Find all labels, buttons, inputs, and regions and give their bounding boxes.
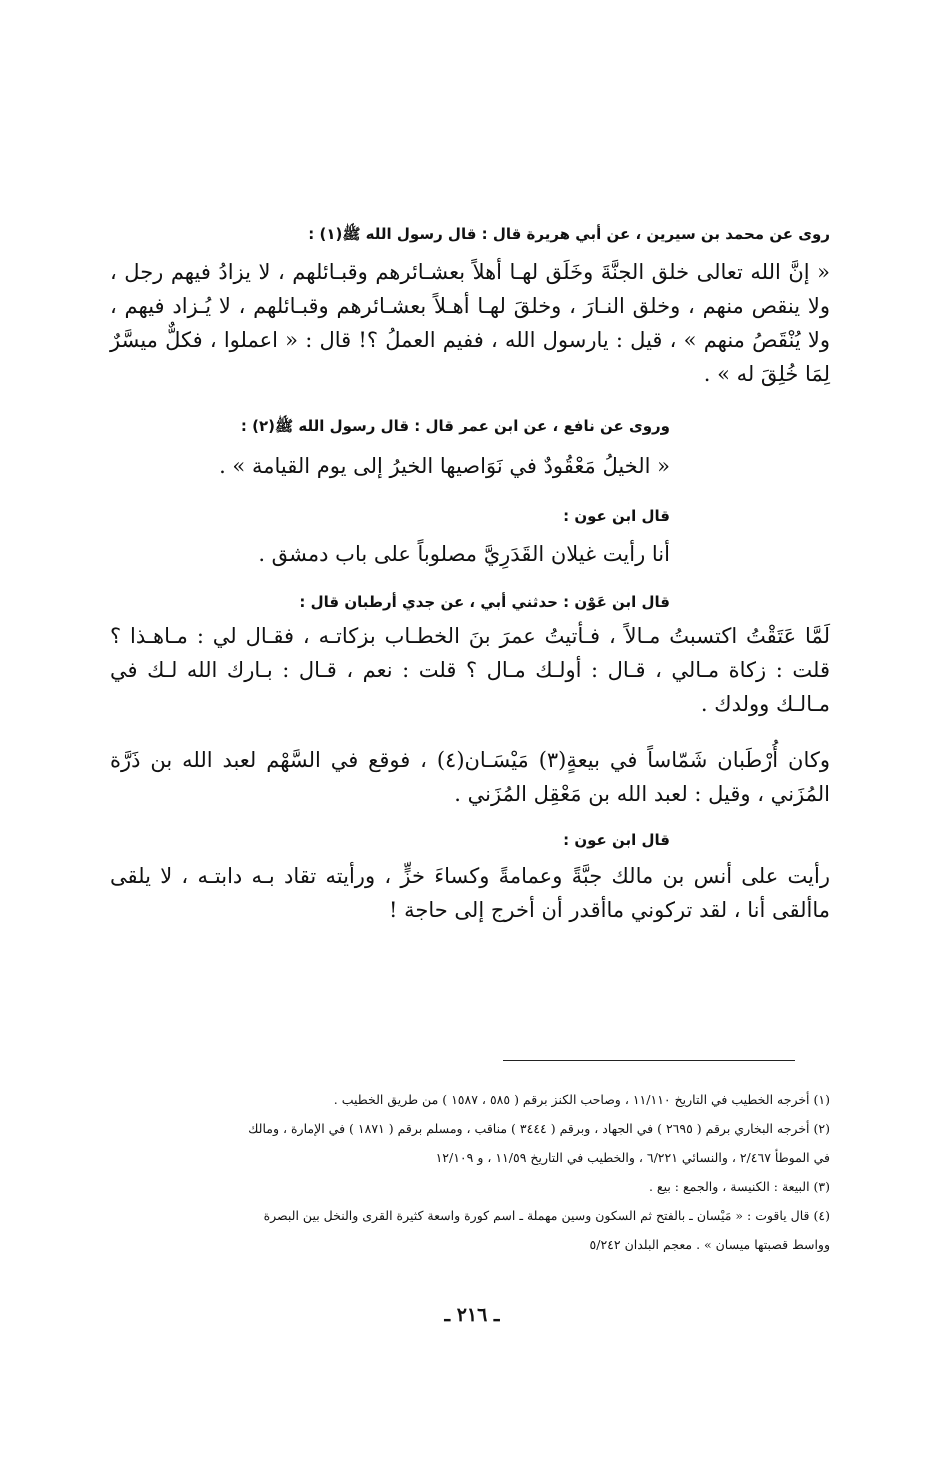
block4-text: لَمَّا عَتَقْتُ اكتسبتُ مـالاً ، فـأتيتُ عمرَ بنَ الخطـاب بزكاتـه ، فقـال لي : مـاهـذا ؟ قلت : زكاة مـالي ، قـال : أولـك مـال ؟ قلت : نعم ، قـال : بـارك الله لـك في مـالـك وولدك . [110, 624, 830, 716]
block1-heading: روى عن محمد بن سيرين ، عن أبي هريرة قال : قال رسول الله ﷺ(١) : [308, 225, 830, 243]
block3-text: أنا رأيت غيلان القَدَرِيَّ مصلوباً على باب دمشق . [258, 542, 670, 566]
footnote-3: (٣) البيعة : الكنيسة ، والجمع : بيع . [648, 1179, 830, 1194]
footnote-2-line2: في الموطأ ٢/٤٦٧ ، والنسائي ٦/٢٢١ ، والخطيب في التاريخ ١١/٥٩ ، و ١٢/١٠٩ [435, 1150, 830, 1165]
block6-heading: قال ابن عون : [563, 831, 670, 849]
block2-text: « الخيلُ مَعْقُودٌ في نَوَاصيها الخيرُ إلى يوم القيامة » . [219, 454, 670, 478]
block3-heading: قال ابن عون : [563, 507, 670, 525]
footnote-1: (١) أخرجه الخطيب في التاريخ ١١/١١٠ ، وصاحب الكنز برقم ( ٥٨٥ ، ١٥٨٧ ) من طريق الخطيب . [333, 1092, 830, 1107]
block5-text: وكان أُرْطَبان شَمّاساً في بيعةٍ(٣) مَيْسَـان(٤) ، فوقع في السَّهْم لعبد الله بن ذَرَّة المُزَني ، وقيل : لعبد الله بن مَعْقِل المُزَني . [110, 748, 830, 806]
footnotes [110, 1085, 830, 1259]
footnote-separator [503, 1060, 795, 1061]
main-text [110, 225, 830, 927]
footnote-4-line2: وواسط قصبتها ميسان » . معجم البلدان ٥/٢٤٢ [589, 1237, 830, 1252]
page-number: ـ ٢١٦ ـ [444, 1304, 500, 1326]
block1-text: « إنَّ الله تعالى خلق الجنَّةَ وخَلَق لهـا أهلاً بعشـائرهم وقبـائلهم ، لا يزادُ فيهم رجل ، ولا ينقص منهم ، وخلق النـارَ ، وخلقَ لهـا أهـلاً بعشـائرهم وقبـائلهم ، لا يُـزاد فيهم ، ولا يُنْقَصُ منهم » ، قيل : يارسول الله ، ففيم العملُ ؟! قال : « اعملوا ، فكلٌّ ميسَّرٌ لِمَا خُلِقَ له » . [110, 260, 830, 386]
block4-heading: قال ابن عَوْن : حدثني أبي ، عن جدي أرطبان قال : [299, 593, 670, 611]
footnote-2-line1: (٢) أخرجه البخاري برقم ( ٢٦٩٥ ) في الجهاد ، وبرقم ( ٣٤٤٤ ) مناقب ، ومسلم برقم ( ١٨٧١ ) في الإمارة ، ومالك [248, 1121, 830, 1136]
footnote-4-line1: (٤) قال ياقوت : « مَيْسان ـ بالفتح ثم السكون وسين مهملة ـ اسم كورة واسعة كثيرة القرى والنخل بين البصرة [263, 1208, 830, 1223]
block2-heading: وروى عن نافع ، عن ابن عمر قال : قال رسول الله ﷺ(٢) : [240, 417, 670, 435]
block6-text: رأيت على أنس بن مالك جبَّةً وعمامةً وكساءَ خزٍّ ، ورأيته تقاد بـه دابتـه ، لا يلقى ماألقى أنا ، لقد تركوني ماأقدر أن أخرج إلى حاجة ! [110, 864, 830, 922]
